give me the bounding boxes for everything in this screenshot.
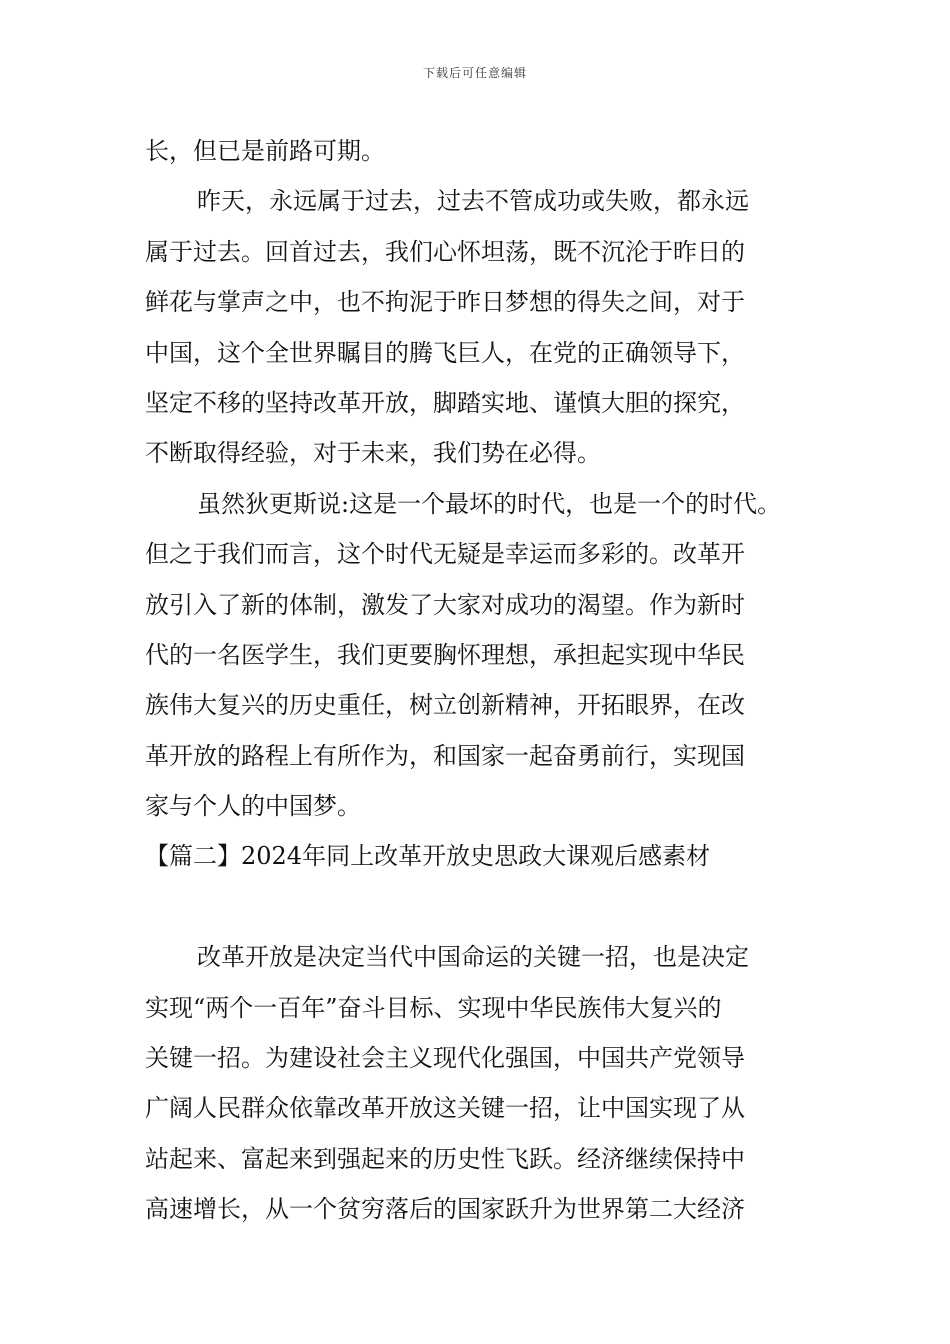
text-line: 站起来、富起来到强起来的历史性飞跃。经济继续保持中 [145, 1144, 745, 1173]
text-line: 代的一名医学生，我们更要胸怀理想，承担起实现中华民 [145, 640, 745, 669]
header-note: 下载后可任意编辑 [422, 66, 527, 80]
text-line: 中国，这个全世界瞩目的腾飞巨人，在党的正确领导下， [145, 338, 745, 367]
text-line: 鲜花与掌声之中，也不拘泥于昨日梦想的得失之间，对于 [145, 288, 745, 317]
section-heading: 【篇二】2024年同上改革开放史思政大课观后感素材 [145, 842, 711, 871]
document-body [145, 126, 815, 1235]
blank-line [145, 882, 815, 932]
text-line: 关键一招。为建设社会主义现代化强国，中国共产党领导 [145, 1044, 745, 1073]
text-line: 革开放的路程上有所作为，和国家一起奋勇前行，实现国 [145, 741, 745, 770]
text-line: 放引入了新的体制，激发了大家对成功的渴望。作为新时 [145, 590, 745, 619]
text-line: 坚定不移的坚持改革开放，脚踏实地、谨慎大胆的探究， [145, 388, 745, 417]
text-line: 广阔人民群众依靠改革开放这关键一招，让中国实现了从 [145, 1094, 745, 1123]
text-line: 不断取得经验，对于未来，我们势在必得。 [145, 439, 601, 468]
text-line: 族伟大复兴的历史重任，树立创新精神，开拓眼界，在改 [145, 691, 745, 720]
text-line: 改革开放是决定当代中国命运的关键一招，也是决定 [197, 943, 749, 972]
text-line: 属于过去。回首过去，我们心怀坦荡，既不沉沦于昨日的 [145, 237, 745, 266]
text-line: 昨天，永远属于过去，过去不管成功或失败，都永远 [197, 187, 749, 216]
text-line: 长，但已是前路可期。 [145, 137, 385, 165]
text-line: 家与个人的中国梦。 [145, 792, 361, 821]
text-line: 实现“两个一百年”奋斗目标、实现中华民族伟大复兴的 [145, 993, 722, 1022]
text-line: 虽然狄更斯说:这是一个最坏的时代，也是一个的时代。 [197, 489, 782, 518]
text-line: 但之于我们而言，这个时代无疑是幸运而多彩的。改革开 [145, 540, 745, 569]
text-line: 高速增长，从一个贫穷落后的国家跃升为世界第二大经济 [145, 1195, 745, 1224]
